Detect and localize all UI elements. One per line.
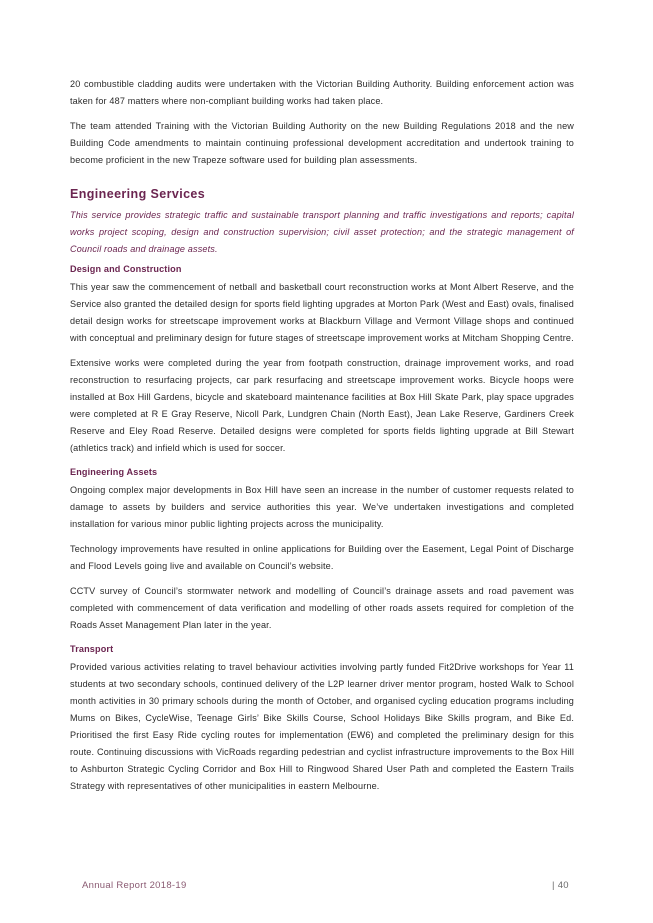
paragraph: CCTV survey of Council’s stormwater network and modelling of Council’s drainage assets and road pavement was completed with commencement of data verification and modelling of other roads assets required for completion of the Roads Asset Management Plan later in the year. — [70, 586, 574, 630]
section-heading: Engineering Services — [70, 187, 206, 201]
paragraph: Ongoing complex major developments in Box Hill have seen an increase in the number of customer requests related to damage to assets by builders and service authorities this year. We’ve undertaken investigations and completed installation for various minor public lighting projects across the municipality. — [70, 485, 574, 529]
paragraph: Technology improvements have resulted in online applications for Building over the Easement, Legal Point of Discharge and Flood Levels going live and available on Council’s website. — [70, 544, 574, 571]
footer-report-title: Annual Report 2018-19 — [82, 880, 187, 891]
paragraph: The team attended Training with the Victorian Building Authority on the new Building Regulations 2018 and the new Building Code amendments to maintain continuing professional development accreditation and undertook training to become proficient in the new Trapeze software used for building plan assessments. — [70, 121, 574, 165]
section-intro: This service provides strategic traffic and sustainable transport planning and traffic investigations and reports; capital works project scoping, design and construction supervision; civil asset protection; and the strategic management of Council roads and drainage assets. — [70, 210, 574, 254]
paragraph: 20 combustible cladding audits were undertaken with the Victorian Building Authority. Building enforcement action was taken for 487 matters where non-compliant building works had taken place. — [70, 79, 574, 106]
paragraph: Provided various activities relating to travel behaviour activities involving partly funded Fit2Drive workshops for Year 11 students at two secondary schools, continued delivery of the L2P learner driver mentor program, hosted Walk to School month activities in 30 primary schools during the month of October, and organised cycling education programs including Mums on Bikes, CycleWise, Teenage Girls’ Bike Skills Course, School Holidays Bike Skills program, and Bike Ed. Prioritised the first Easy Ride cycling routes for implementation (EW6) and completed the preliminary design for this route. Continuing discussions with VicRoads regarding pedestrian and cyclist infrastructure improvements to the Box Hill to Ashburton Strategic Cycling Corridor and Box Hill to Ringwood Shared User Path and completed the Eastern Trails Strategy with representatives of other municipalities in eastern Melbourne. — [70, 662, 574, 791]
paragraph: This year saw the commencement of netball and basketball court reconstruction works at Mont Albert Reserve, and the Service also granted the detailed design for sports field lighting upgrades at Morton Park (West and East) ovals, finalised detail design works for streetscape improvement works at Blackburn Village and Vermont Village shops and continued with conceptual and preliminary design for future stages of streetscape improvement works at Mitcham Shopping Centre. — [70, 282, 574, 343]
footer-page-number: | 40 — [552, 880, 569, 891]
page-content — [70, 76, 574, 803]
paragraph: Extensive works were completed during the year from footpath construction, drainage improvement works, and road reconstruction to resurfacing projects, car park resurfacing and streetscape improvement works. Bicycle hoops were installed at Box Hill Gardens, bicycle and skateboard maintenance facilities at Box Hill Skate Park, play space upgrades were completed at R E Gray Reserve, Nicoll Park, Lundgren Chain (North East), Jean Lake Reserve, Gardiners Creek Reserve and Eley Road Reserve. Detailed designs were completed for sports fields lighting upgrade at Bill Stewart (athletics track) and infield which is used for soccer. — [70, 358, 574, 453]
subsection-heading: Design and Construction — [70, 264, 182, 274]
subsection-heading: Transport — [70, 644, 114, 654]
subsection-heading: Engineering Assets — [70, 467, 158, 477]
